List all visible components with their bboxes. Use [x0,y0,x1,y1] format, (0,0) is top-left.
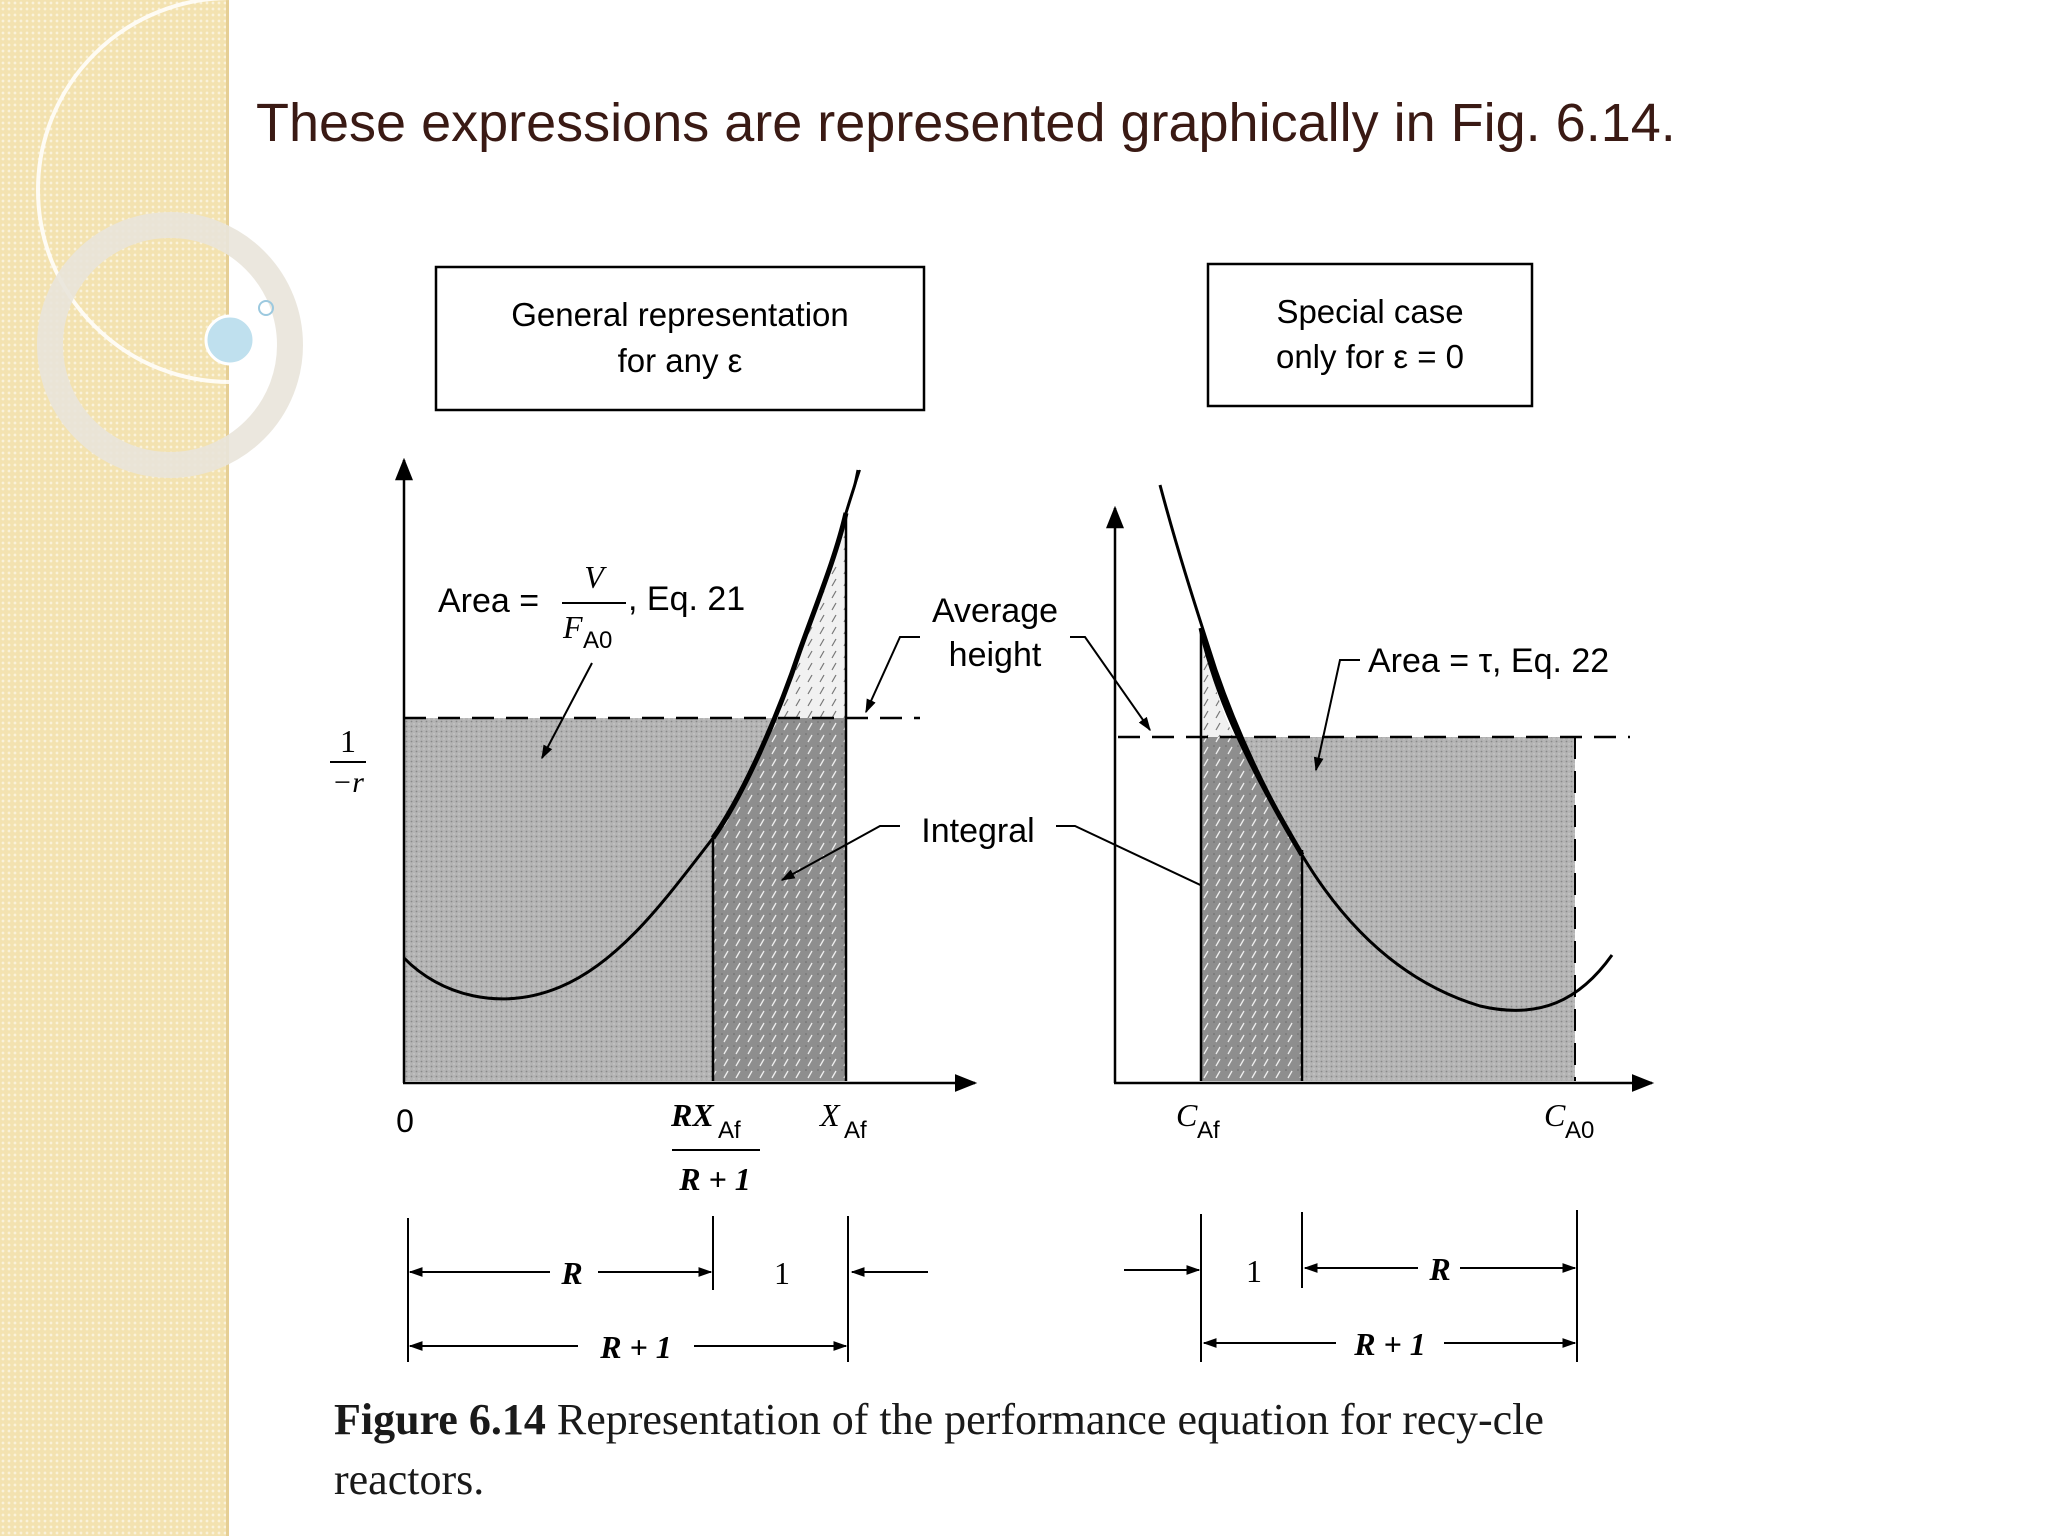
right-dim-r1: R + 1 [1354,1326,1426,1362]
area-left-prefix: Area = [438,582,540,620]
left-dim-r: R [561,1255,583,1291]
area-left-den-sub: A0 [583,627,613,654]
average-height-line2: height [948,636,1042,674]
figure-caption [334,1390,1694,1510]
average-height-pointer-right [1070,637,1150,730]
left-tick-xaf: X [820,1097,840,1133]
right-tick-caf-sub: Af [1197,1117,1220,1144]
right-title-box [1208,264,1532,406]
left-title-line2: for any ε [617,342,743,379]
left-tick-rx-num: RX [671,1097,714,1133]
average-height-pointer-left [866,637,920,712]
right-dim-one: 1 [1246,1253,1262,1289]
caption-text: Representation of the performance equation for recy-cle reactors. [334,1395,1544,1504]
average-height-line1: Average [931,592,1059,630]
right-tick-ca0: C [1544,1097,1566,1133]
left-tick-rx-sub: Af [718,1117,741,1144]
slide-heading: These expressions are represented graphically in Fig. 6.14. [256,93,1676,153]
left-tick-zero: 0 [396,1103,414,1139]
area-left-suffix: , Eq. 21 [628,580,746,618]
area-right-label: Area = τ, Eq. 22 [1368,642,1610,680]
right-tick-caf: C [1176,1097,1198,1133]
caption-label: Figure 6.14 [334,1395,546,1444]
left-title-line1: General representation [511,296,849,333]
left-dim-one: 1 [774,1255,790,1291]
right-dim-r: R [1429,1251,1451,1287]
integral-label: Integral [921,812,1035,850]
left-panel [330,267,1245,1365]
y-axis-label-den: −r [332,766,364,799]
left-curve-tail [846,470,860,513]
right-title-line1: Special case [1276,293,1464,330]
left-tick-xaf-sub: Af [844,1117,867,1144]
left-title-box [436,267,924,410]
right-title-line2: only for ε = 0 [1275,338,1465,375]
right-tick-ca0-sub: A0 [1565,1117,1595,1144]
left-dim-r1: R + 1 [600,1329,672,1365]
left-tick-rx-den: R + 1 [679,1161,751,1197]
y-axis-label-num: 1 [340,723,356,759]
right-panel [1114,264,1652,1362]
area-left-num: V [584,559,604,595]
area-left-den: F [563,609,583,645]
